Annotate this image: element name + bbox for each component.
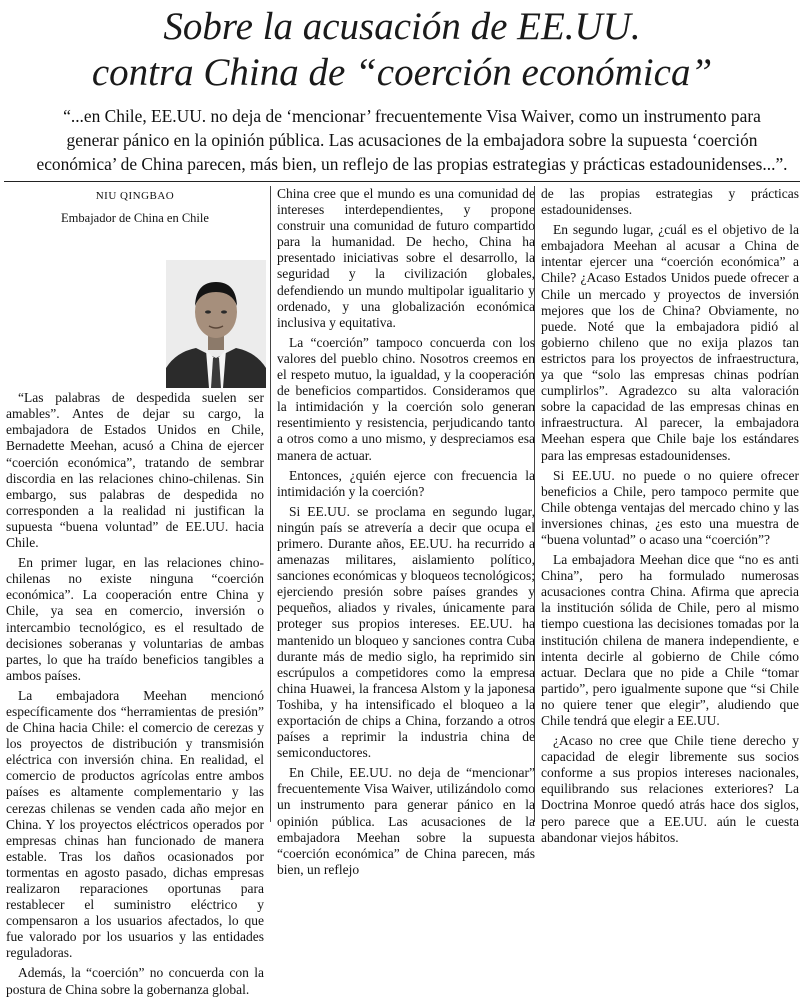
paragraph: China cree que el mundo es una comunidad de intereses interdependientes, y propone construir una comunidad de futuro compartido para la humanidad. De hecho, China ha presentado iniciativas sobre el desarrollo, la seguridad y la civilización globales, defendiendo un mundo multipolar igualitario y ordenado, y una globalización económica inclusiva y equitativa. xyxy=(277,186,535,330)
paragraph: En Chile, EE.UU. no deja de “mencionar” frecuentemente Visa Waiver, utilizándolo como un instrumento para generar pánico en la opinión pública. Las acusaciones de la embajadora Meehan sobre la supuesta “coerción económica” de China parecen, más bien, un reflejo xyxy=(277,765,535,877)
paragraph: En primer lugar, en las relaciones chino-chilenas no existe ninguna “coerción económica”. La cooperación entre China y Chile, ya sea en comercio, inversión o intercambio tecnológico, es el resultado de decisiones soberanas y voluntarias de ambas partes, lo que ha traído beneficios tangibles a ambos países. xyxy=(6,555,264,683)
article-column-1 xyxy=(6,186,264,1002)
headline-line-2: contra China de “coerción económica” xyxy=(91,51,713,94)
paragraph: Además, la “coerción” no concuerda con la postura de China sobre la gobernanza global. xyxy=(6,965,264,997)
paragraph: Entonces, ¿quién ejerce con frecuencia la intimidación y la coerción? xyxy=(277,467,535,499)
article-column-3 xyxy=(541,186,799,850)
lead-quote: “...en Chile, EE.UU. no deja de ‘mencionar’ frecuentemente Visa Waiver, como un instrumento para generar pánico en la opinión pública. Las acusaciones de la embajadora sobre la supuesta ‘coerción económica’ de China parecen, más bien, un reflejo de las propias estrategias y prácticas estadounidenses...”. xyxy=(36,106,788,174)
byline-author: NIU QINGBAO xyxy=(95,190,175,202)
portrait-image xyxy=(166,260,266,388)
paragraph: La “coerción” tampoco concuerda con los valores del pueblo chino. Nosotros creemos en el respeto mutuo, la igualdad, y la cooperación de beneficios compartidos. Consideramos que la intimidación y la coerción solo generan resentimiento y resistencia, perjudicando tanto a otros como a uno mismo, y despreciamos esa manera de actuar. xyxy=(277,334,535,463)
paragraph: de las propias estrategias y prácticas estadounidenses. xyxy=(541,186,799,218)
author-portrait xyxy=(166,260,266,388)
article-column-2 xyxy=(277,186,535,882)
headline-line-1: Sobre la acusación de EE.UU. xyxy=(163,5,641,48)
paragraph: Si EE.UU. se proclama en segundo lugar, ningún país se atrevería a decir que ocupa el primero. Durante años, EE.UU. ha recurrido a amenazas militares, aislamiento político, sanciones económicas y bloqueos tecnológicos; ejerciendo presión sobre países grandes y pequeños, aliados y rivales, únicamente para proteger sus propios intereses. EE.UU. ha mantenido un bloqueo y sanciones contra Cuba durante más de medio siglo, ha reprimido sin escrúpulos a competidores como la empresa china Huawei, la francesa Alstom y la japonesa Toshiba, y ha intensificado el bloqueo a la exportación de chips a China, forzando a otros países a reprimir la industria china de semiconductores. xyxy=(277,503,535,761)
paragraph: Si EE.UU. no puede o no quiere ofrecer beneficios a Chile, pero tampoco permite que Chile obtenga ventajas del mercado chino y las inversiones chinas, ¿es esto una muestra de “buena voluntad” o acaso una “coerción”? xyxy=(541,467,799,547)
byline-role: Embajador de China en Chile xyxy=(61,211,209,226)
column-divider xyxy=(270,186,271,822)
paragraph: La embajadora Meehan mencionó específicamente dos “herramientas de presión” de China hacia Chile: el comercio de cerezas y los proyectos de distribución y transmisión eléctrica con inversión china. En realidad, el comercio de productos agrícolas entre ambos países es altamente complementario y las cerezas chilenas se venden cada año mejor en China. Y los proyectos eléctricos operados por empresas chinas han funcionado de manera estable. Tras los daños ocasionados por tormentas en agosto pasado, dichas empresas realizaron reparaciones oportunas para restablecer el suministro eléctrico y compensaron a los usuarios afectados, lo que fue valorado por los usuarios y las entidades reguladoras. xyxy=(6,687,264,961)
paragraph: “Las palabras de despedida suelen ser amables”. Antes de dejar su cargo, la embajadora de Estados Unidos en Chile, Bernadette Meehan, acusó a China de ejercer “coerción económica”, tratando de sembrar discordia en las relaciones chino-chilenas. Sin embargo, sus palabras de despedida no corresponden a la realidad ni justifican la supuesta “buena voluntad” de EE.UU. hacia Chile. xyxy=(6,390,264,551)
article-headline xyxy=(0,4,804,96)
paragraph: La embajadora Meehan dice que “no es anti China”, pero ha formulado numerosas acusaciones contra China. Afirma que aprecia la institución sólida de Chile, pero al mismo tiempo cuestiona las decisiones tomadas por la institución chilena de manera independiente, e intenta decirle al gobierno de Chile cómo actuar. Declara que no pide a Chile “tomar partido”, pero igualmente supone que “si Chile no quiere tener que elegir”, aludiendo que Chile tendrá que elegir a EE.UU. xyxy=(541,552,799,728)
paragraph: ¿Acaso no cree que Chile tiene derecho y capacidad de elegir libremente sus socios conforme a sus propios intereses nacionales, equilibrando sus relaciones exteriores? La Doctrina Monroe quedó atrás hace dos siglos, pero parece que a EE.UU. aún le cuesta abandonar viejos hábitos. xyxy=(541,733,799,845)
header-divider xyxy=(4,181,800,182)
paragraph: En segundo lugar, ¿cuál es el objetivo de la embajadora Meehan al acusar a China de intentar ejercer una “coerción económica” a Chile? ¿Acaso Estados Unidos puede ofrecer a Chile un mercado y proyectos de inversión mejores que los de China? Obviamente, no puede. Noté que la embajadora pidió al gobierno chileno que no exija plazos tan estrictos para los proyectos de infraestructura, ya que “solo las empresas chinas podrían cumplirlos”. Agradezco su alta valoración sobre la capacidad de las empresas chinas en infraestructura. Al parecer, la embajadora Meehan espera que Chile baje los estándares para las empresas estadounidenses. xyxy=(541,222,799,463)
